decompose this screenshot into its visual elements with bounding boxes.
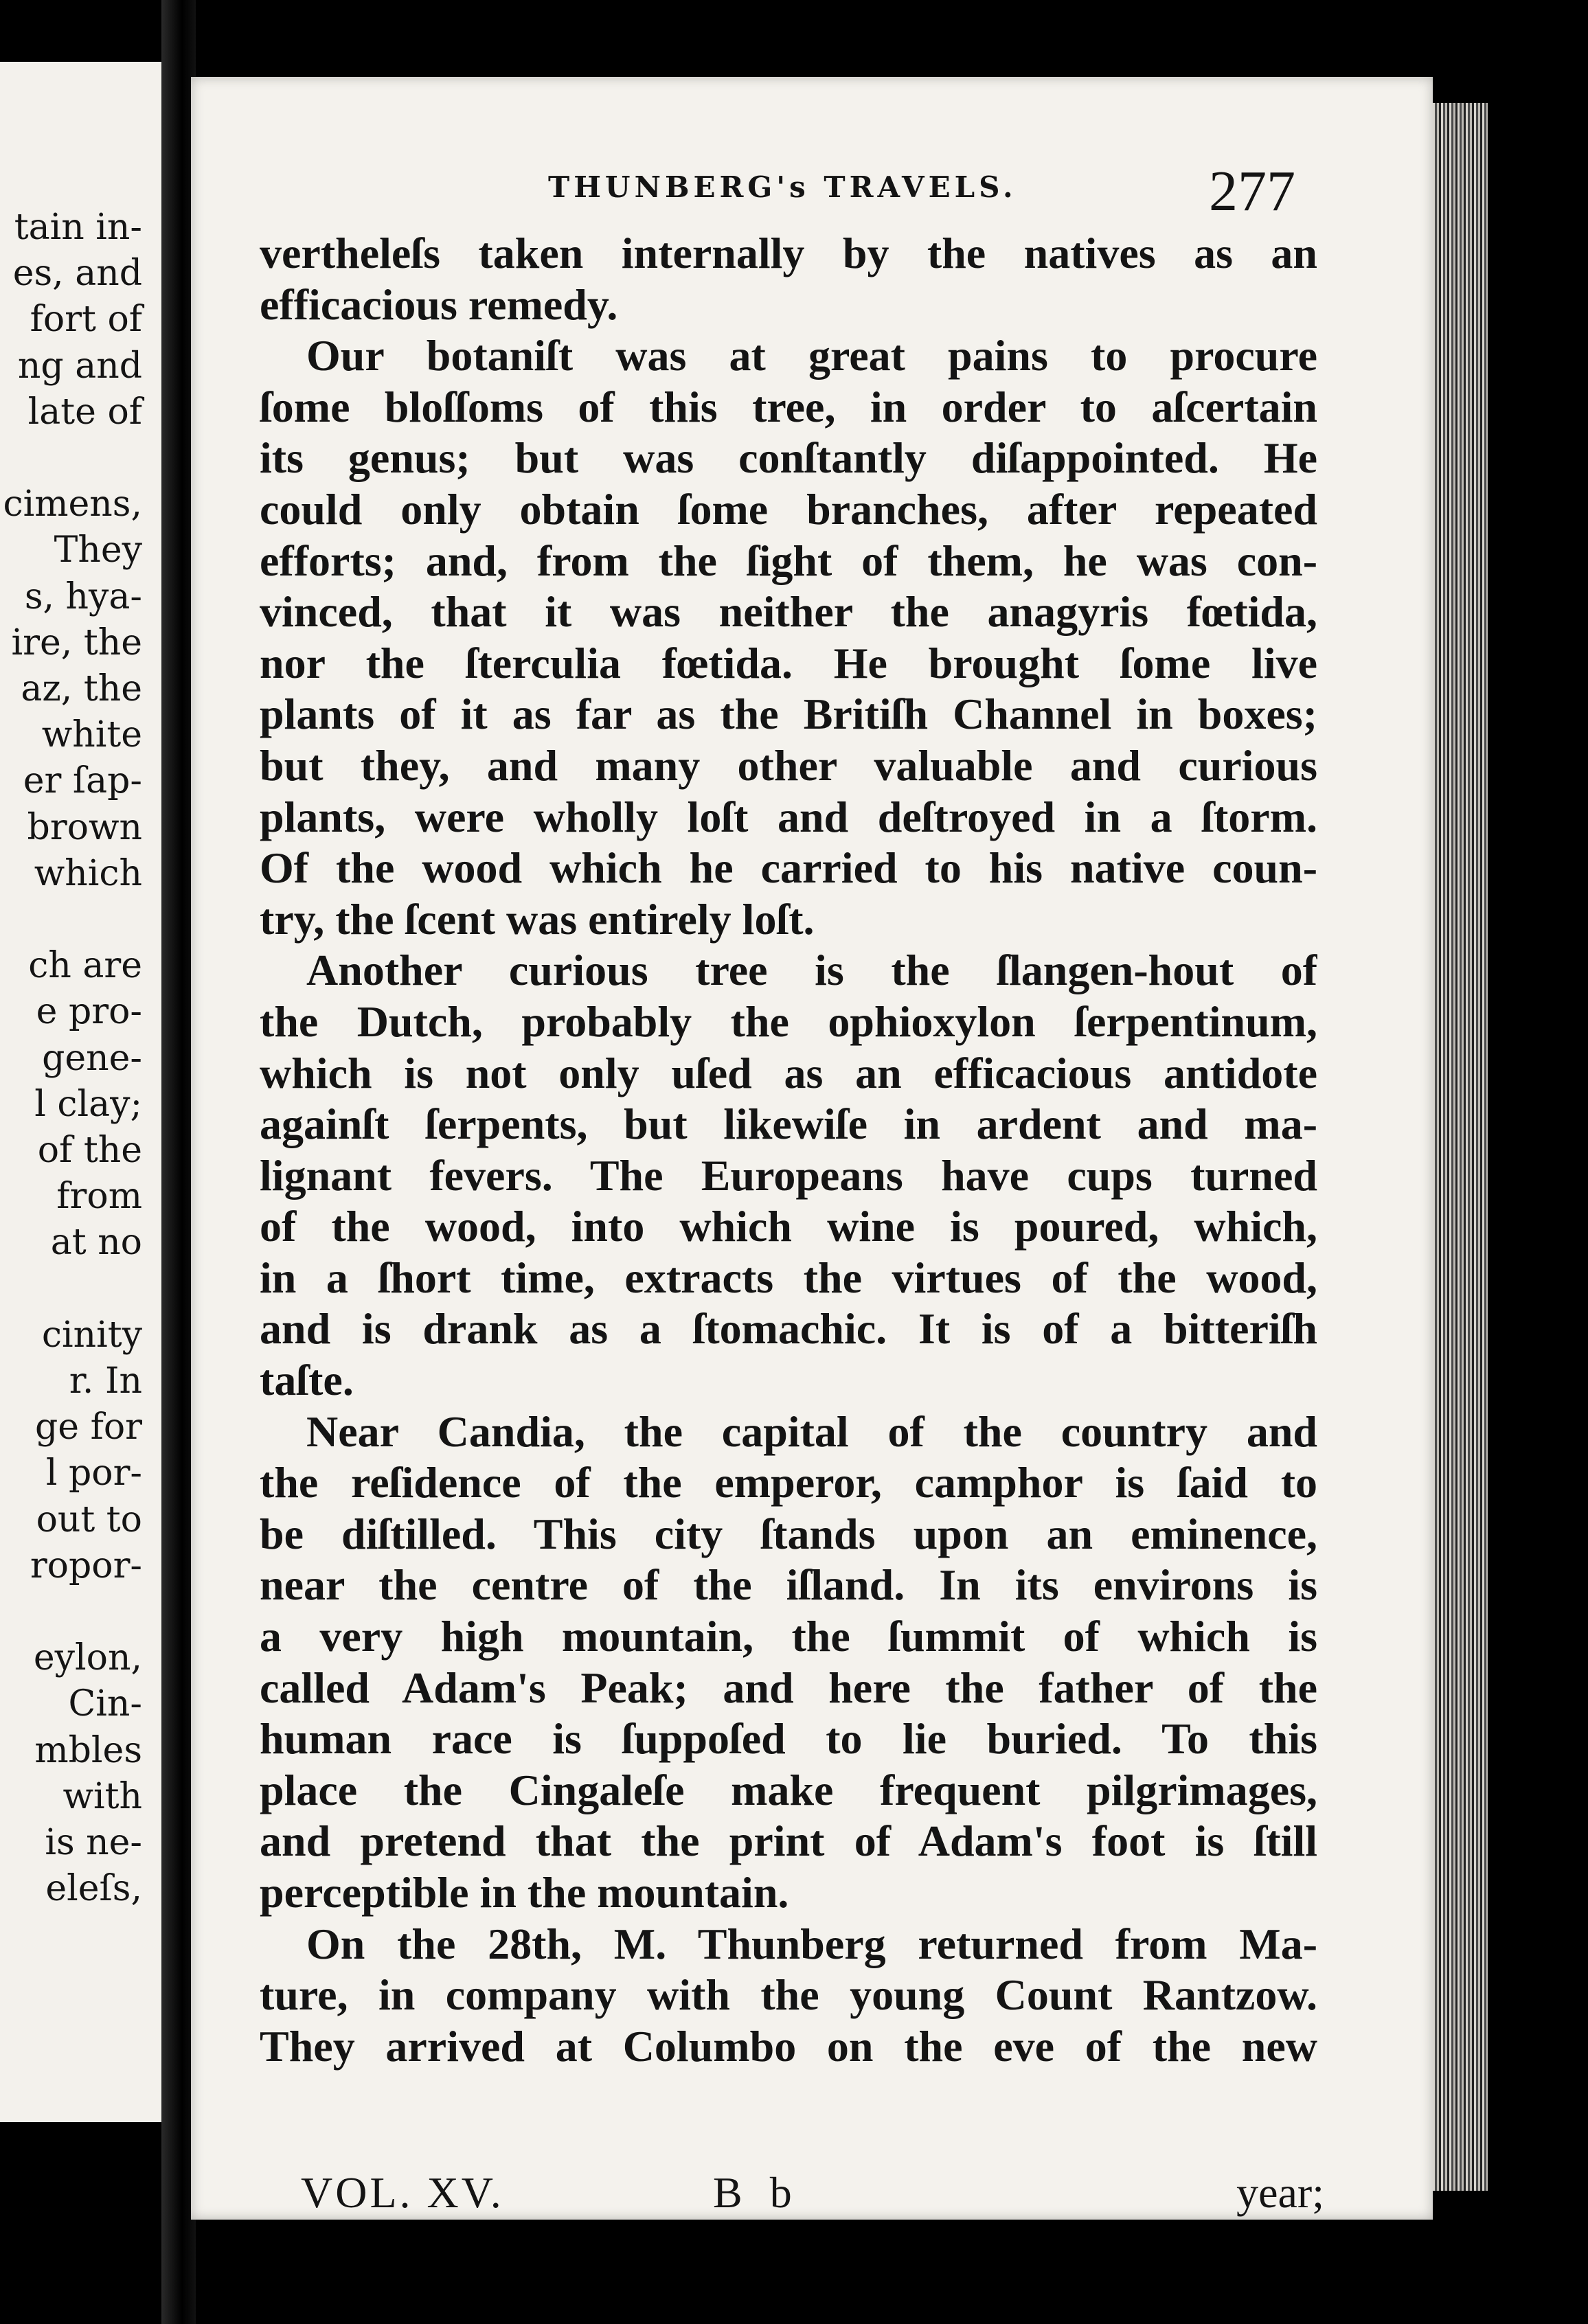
volume-mark: VOL. XV. <box>301 2168 504 2217</box>
text-line: They arrived at Columbo on the eve of the new <box>260 2021 1317 2071</box>
text-line: its genus; but was conſtantly diſappointed. He <box>260 433 1317 483</box>
left-page-line: ire, the <box>11 622 142 663</box>
left-page-line: is ne- <box>45 1822 142 1863</box>
left-page-line: eylon, <box>33 1637 142 1679</box>
left-page-line: ge for <box>35 1406 142 1448</box>
signature-mark: B b <box>713 2168 800 2217</box>
text-line: Our botaniſt was at great pains to procure <box>306 331 1317 380</box>
text-line: nor the ſterculia fœtida. He brought ſome live <box>260 638 1317 687</box>
left-page-line: cinity <box>41 1314 142 1356</box>
text-line: could only obtain ſome branches, after repeated <box>260 484 1317 534</box>
text-line: be diſtilled. This city ſtands upon an eminence, <box>260 1509 1317 1558</box>
text-line: ſome bloſſoms of this tree, in order to aſcertain <box>260 382 1317 431</box>
text-line: near the centre of the iſland. In its environs is <box>260 1560 1317 1610</box>
left-page-line: at no <box>50 1222 142 1264</box>
left-page-line: az, the <box>21 668 142 709</box>
text-line: On the 28th, M. Thunberg returned from Ma- <box>306 1919 1317 1968</box>
left-page-line: er ſap- <box>23 760 142 802</box>
page-number: 277 <box>1209 159 1295 223</box>
left-page-line: gene- <box>42 1037 142 1079</box>
left-page-line: ch are <box>28 945 142 987</box>
left-page-line: r. In <box>69 1360 142 1402</box>
text-line: the reſidence of the emperor, camphor is ſaid to <box>260 1458 1317 1507</box>
body-text <box>260 228 1317 2072</box>
page-edges <box>1433 103 1488 2191</box>
left-page-line: They <box>54 529 142 571</box>
running-head: THUNBERG's TRAVELS. <box>548 170 1017 204</box>
left-page-line: of the <box>37 1130 142 1171</box>
text-line: vertheleſs taken internally by the natives as an <box>260 229 1317 277</box>
left-page-line: with <box>63 1775 142 1817</box>
text-line: ture, in company with the young Count Rantzow. <box>260 1970 1317 2020</box>
text-line: vinced, that it was neither the anagyris fœtida, <box>260 587 1317 637</box>
left-page-line: fort of <box>30 299 142 341</box>
text-line: plants of it as far as the Britiſh Channel in boxes; <box>260 690 1317 739</box>
book-page <box>191 77 1433 2220</box>
left-page-line: cimens, <box>3 483 142 525</box>
left-page-line: ropor- <box>30 1545 142 1586</box>
text-line: in a ſhort time, extracts the virtues of the wood, <box>260 1253 1317 1302</box>
text-line: the Dutch, probably the ophioxylon ſerpentinum, <box>260 996 1317 1046</box>
text-line: againſt ſerpents, but likewiſe in ardent and ma- <box>260 1100 1317 1149</box>
text-line: try, the ſcent was entirely loſt. <box>260 894 815 944</box>
text-line: and pretend that the print of Adam's foot is ſtill <box>260 1816 1317 1866</box>
text-line: plants, were wholly loſt and deſtroyed in a ſtorm. <box>260 792 1317 841</box>
left-page-line: es, and <box>12 253 142 295</box>
text-line: but they, and many other valuable and curious <box>260 740 1317 790</box>
previous-page-fragment <box>0 62 161 2122</box>
catchword: year; <box>1236 2168 1324 2217</box>
page-footer <box>260 2167 1324 2222</box>
text-line: efficacious remedy. <box>260 280 618 329</box>
page-header <box>191 158 1433 223</box>
left-page-line: s, hya- <box>24 576 142 617</box>
left-page-line: which <box>34 852 142 894</box>
text-line: taſte. <box>260 1356 354 1405</box>
text-line: which is not only uſed as an efficacious antidote <box>260 1048 1317 1097</box>
text-line: and is drank as a ſtomachic. It is of a bitteriſh <box>260 1304 1317 1354</box>
left-page-line: e pro- <box>36 991 142 1033</box>
text-line: perceptible in the mountain. <box>260 1868 789 1917</box>
text-line: called Adam's Peak; and here the father of the <box>260 1663 1317 1712</box>
text-line: Of the wood which he carried to his native coun- <box>260 843 1317 893</box>
left-page-line: eleſs, <box>45 1868 142 1910</box>
left-page-line: l por- <box>45 1452 142 1494</box>
left-page-line: late of <box>27 391 142 433</box>
text-line: place the Cingaleſe make frequent pilgrimages, <box>260 1765 1317 1814</box>
text-line: human race is ſuppoſed to lie buried. To this <box>260 1714 1317 1764</box>
left-page-line: ng and <box>17 345 142 387</box>
left-page-line: Cin- <box>68 1683 142 1725</box>
text-line: Another curious tree is the ſlangen-hout of <box>306 946 1317 995</box>
left-page-line: l clay; <box>34 1083 142 1125</box>
left-page-line: white <box>41 714 142 756</box>
left-page-line: out to <box>36 1499 142 1540</box>
left-page-line: from <box>56 1176 142 1218</box>
left-page-line: brown <box>27 806 142 848</box>
text-line: lignant fevers. The Europeans have cups turned <box>260 1150 1317 1200</box>
left-page-line: tain in- <box>14 207 142 248</box>
text-line: a very high mountain, the ſummit of which is <box>260 1612 1317 1661</box>
text-line: Near Candia, the capital of the country and <box>306 1406 1317 1456</box>
text-line: of the wood, into which wine is poured, which, <box>260 1202 1317 1251</box>
left-page-line: mbles <box>34 1729 142 1771</box>
text-line: efforts; and, from the ſight of them, he was con- <box>260 536 1317 585</box>
